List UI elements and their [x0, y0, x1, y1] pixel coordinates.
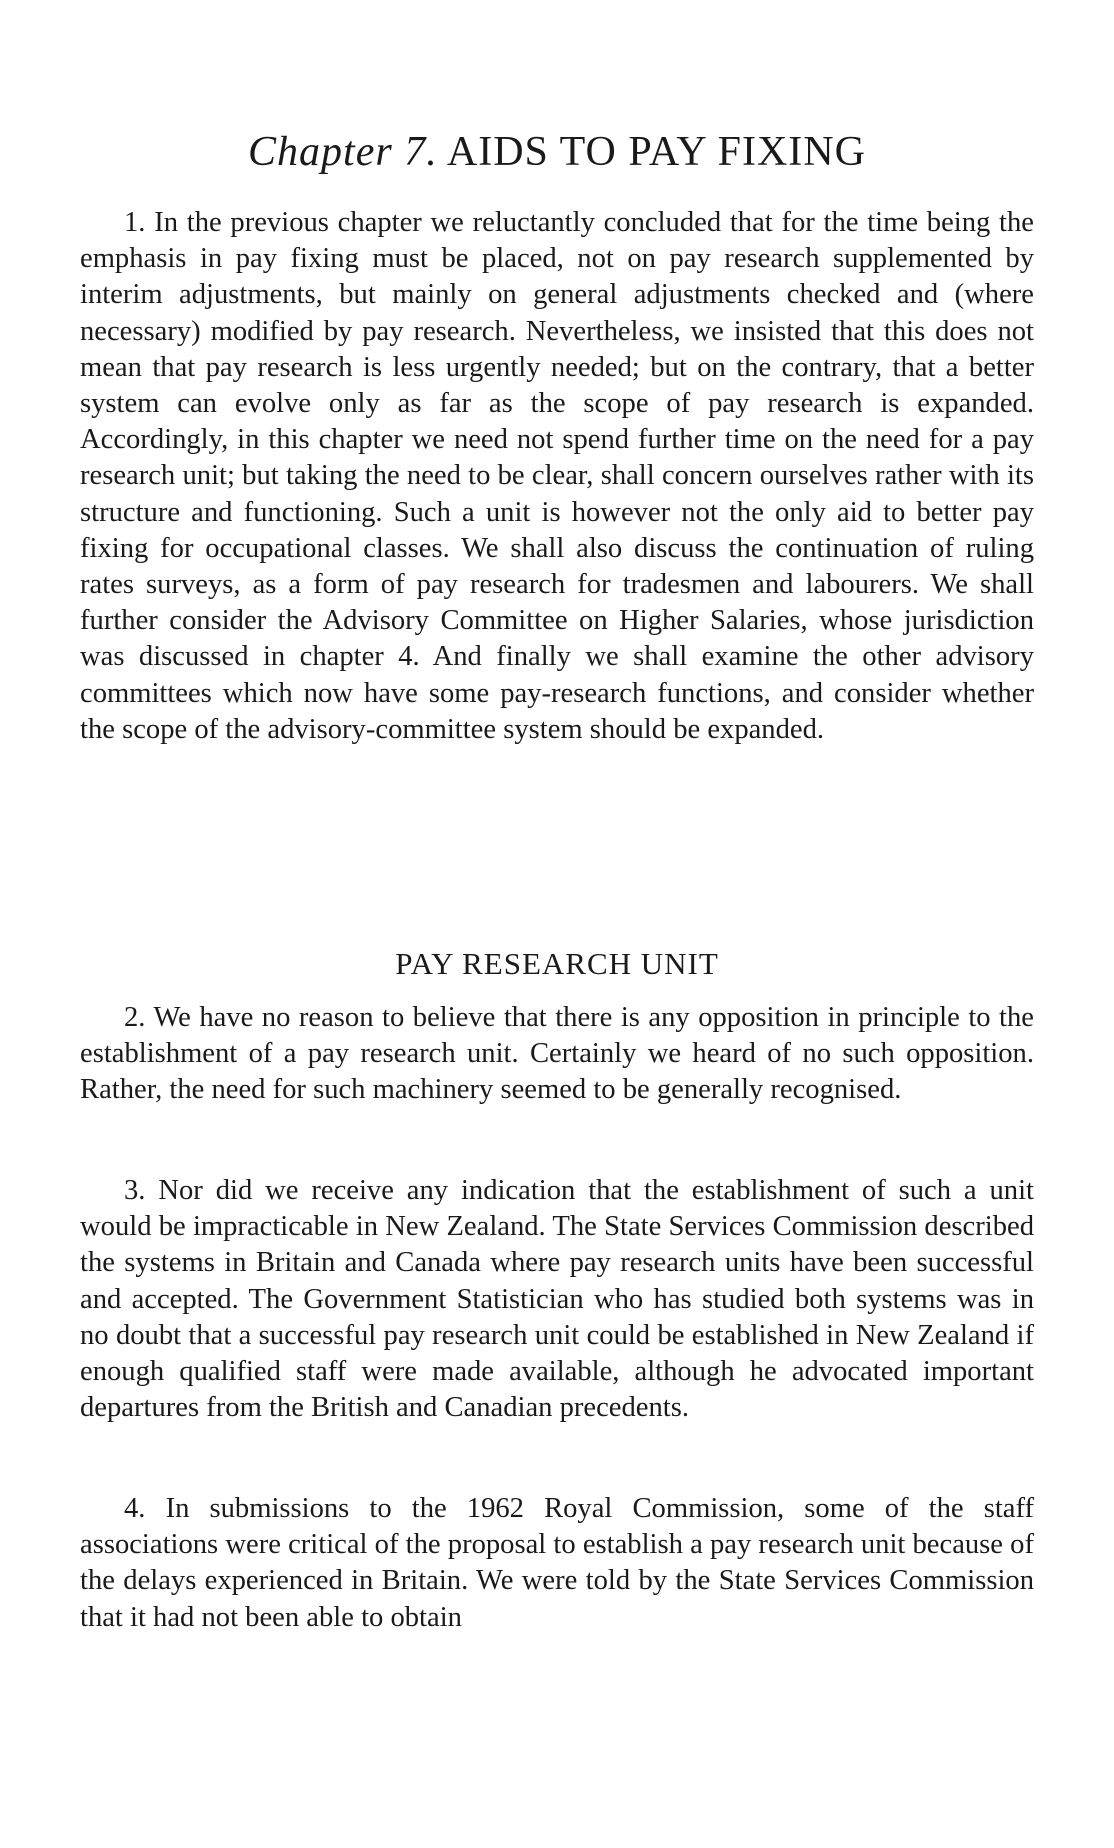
chapter-title [80, 128, 1034, 176]
paragraph-text: Nor did we receive any indication that the establishment of such a unit would be impracticable in New Zealand. The State Services Commission described the systems in Britain and Canada where pay research units have been successful and accepted. The Government Statistician who has studied both systems was in no doubt that a successful pay research unit could be established in New Zealand if enough qualified staff were made available, although he advocated important departures from the British and Canadian precedents. [80, 1175, 1034, 1424]
paragraph-2 [80, 1000, 1034, 1109]
paragraph-text: We have no reason to believe that there is any opposition in principle to the establishment of a pay research unit. Certainly we heard of no such opposition. Rather, the need for such machinery seemed to be generally recognised. [80, 1002, 1034, 1106]
paragraph-text: In the previous chapter we reluctantly concluded that for the time being the emphasis in pay fixing must be placed, not on pay research supplemented by interim adjustments, but mainly on general adjustments checked and (where necessary) modified by pay research. Nevertheless, we insisted that this does not mean that pay research is less urgently needed; but on the contrary, that a better system can evolve only as far as the scope of pay research is expanded. Accordingly, in this chapter we need not spend further time on the need for a pay research unit; but taking the need to be clear, shall concern ourselves rather with its structure and functioning. Such a unit is however not the only aid to better pay fixing for occupational classes. We shall also discuss the continuation of ruling rates surveys, as a form of pay research for tradesmen and labourers. We shall further consider the Advisory Committee on Higher Salaries, whose jurisdiction was discussed in chapter 4. And finally we shall examine the other advisory committees which now have some pay-research functions, and consider whether the scope of the advisory-committee system should be expanded. [80, 207, 1034, 745]
paragraph-1 [80, 205, 1034, 748]
chapter-label: Chapter 7. [248, 129, 438, 175]
paragraph-number: 3. [124, 1175, 146, 1206]
chapter-heading: AIDS TO PAY FIXING [446, 129, 866, 175]
paragraph-number: 2. [124, 1002, 146, 1033]
paragraph-3 [80, 1173, 1034, 1426]
paragraph-number: 4. [124, 1493, 146, 1524]
paragraph-number: 1. [124, 207, 146, 238]
section-heading: PAY RESEARCH UNIT [395, 946, 719, 981]
paragraph-4 [80, 1491, 1034, 1636]
paragraph-text: In submissions to the 1962 Royal Commission, some of the staff associations were critical of the proposal to establish a pay research unit because of the delays experienced in Britain. We were told by the State Services Commission that it had not been able to obtain [80, 1493, 1034, 1633]
